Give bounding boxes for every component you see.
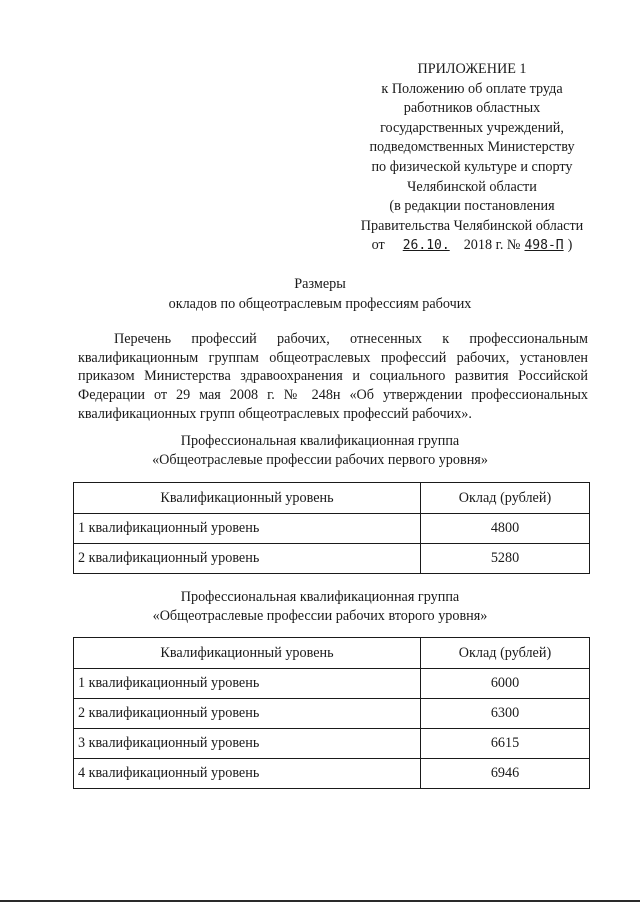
table-row bbox=[74, 759, 590, 789]
title-subline: окладов по общеотраслевым профессиям рабочих bbox=[168, 296, 472, 312]
salary-cell: 6946 bbox=[421, 759, 590, 789]
group2-salary-table bbox=[73, 637, 590, 789]
intro-paragraph bbox=[78, 330, 588, 424]
appendix-line: по физической культуре и спорту bbox=[371, 158, 573, 175]
level-cell: 3 квалификационный уровень bbox=[74, 729, 421, 759]
appendix-title: ПРИЛОЖЕНИЕ 1 bbox=[417, 61, 527, 77]
salary-cell: 5280 bbox=[421, 544, 590, 574]
level-cell: 1 квалификационный уровень bbox=[74, 669, 421, 699]
scan-edge-line bbox=[0, 900, 640, 902]
table-row bbox=[74, 729, 590, 759]
table-row bbox=[74, 669, 590, 699]
column-header-level: Квалификационный уровень bbox=[74, 483, 421, 514]
table-row bbox=[74, 514, 590, 544]
appendix-line: к Положению об оплате труда bbox=[381, 80, 563, 97]
group-heading-line: Профессиональная квалификационная группа bbox=[180, 433, 460, 449]
appendix-header bbox=[312, 60, 632, 256]
group1-salary-table bbox=[73, 482, 590, 574]
level-cell: 2 квалификационный уровень bbox=[74, 544, 421, 574]
table-row bbox=[74, 544, 590, 574]
resolution-year: 2018 г. № bbox=[463, 237, 521, 254]
group-heading-name: «Общеотраслевые профессии рабочих второго уровня» bbox=[152, 608, 488, 624]
salary-cell: 6000 bbox=[421, 669, 590, 699]
group-heading-line: Профессиональная квалификационная группа bbox=[180, 589, 460, 605]
intro-text: Перечень профессий рабочих, отнесенных к профессиональным квалификационным группам общеотраслевых профессий рабочих, установлен приказом Министерства здравоохранения и социального развития Российской Федерации от 29 мая 2008 г. № 248н «Об утверждении профессиональных квалификационных групп общеотраслевых профессий рабочих». bbox=[78, 331, 588, 422]
from-prefix: от bbox=[371, 237, 385, 254]
appendix-line: Правительства Челябинской области bbox=[360, 217, 584, 234]
table-row bbox=[74, 699, 590, 729]
column-header-salary: Оклад (рублей) bbox=[421, 483, 590, 514]
level-cell: 4 квалификационный уровень bbox=[74, 759, 421, 789]
appendix-line: Челябинской области bbox=[407, 178, 537, 195]
title-line: Размеры bbox=[294, 276, 346, 292]
appendix-line: работников областных bbox=[403, 100, 541, 117]
closing-bracket: ) bbox=[567, 237, 573, 254]
group2-heading bbox=[0, 588, 640, 626]
resolution-reference bbox=[312, 236, 632, 256]
appendix-line: (в редакции постановления bbox=[389, 198, 555, 215]
resolution-date: 26.10. bbox=[402, 238, 450, 254]
table-header-row bbox=[74, 483, 590, 514]
group1-heading bbox=[0, 432, 640, 470]
appendix-line: государственных учреждений, bbox=[380, 119, 564, 136]
salary-cell: 6300 bbox=[421, 699, 590, 729]
resolution-number: 498-П bbox=[524, 238, 564, 254]
column-header-level: Квалификационный уровень bbox=[74, 638, 421, 669]
salary-cell: 6615 bbox=[421, 729, 590, 759]
salary-cell: 4800 bbox=[421, 514, 590, 544]
table-header-row bbox=[74, 638, 590, 669]
level-cell: 1 квалификационный уровень bbox=[74, 514, 421, 544]
group-heading-name: «Общеотраслевые профессии рабочих первого уровня» bbox=[152, 452, 488, 468]
level-cell: 2 квалификационный уровень bbox=[74, 699, 421, 729]
appendix-line: подведомственных Министерству bbox=[369, 139, 575, 156]
column-header-salary: Оклад (рублей) bbox=[421, 638, 590, 669]
document-title bbox=[0, 274, 640, 314]
